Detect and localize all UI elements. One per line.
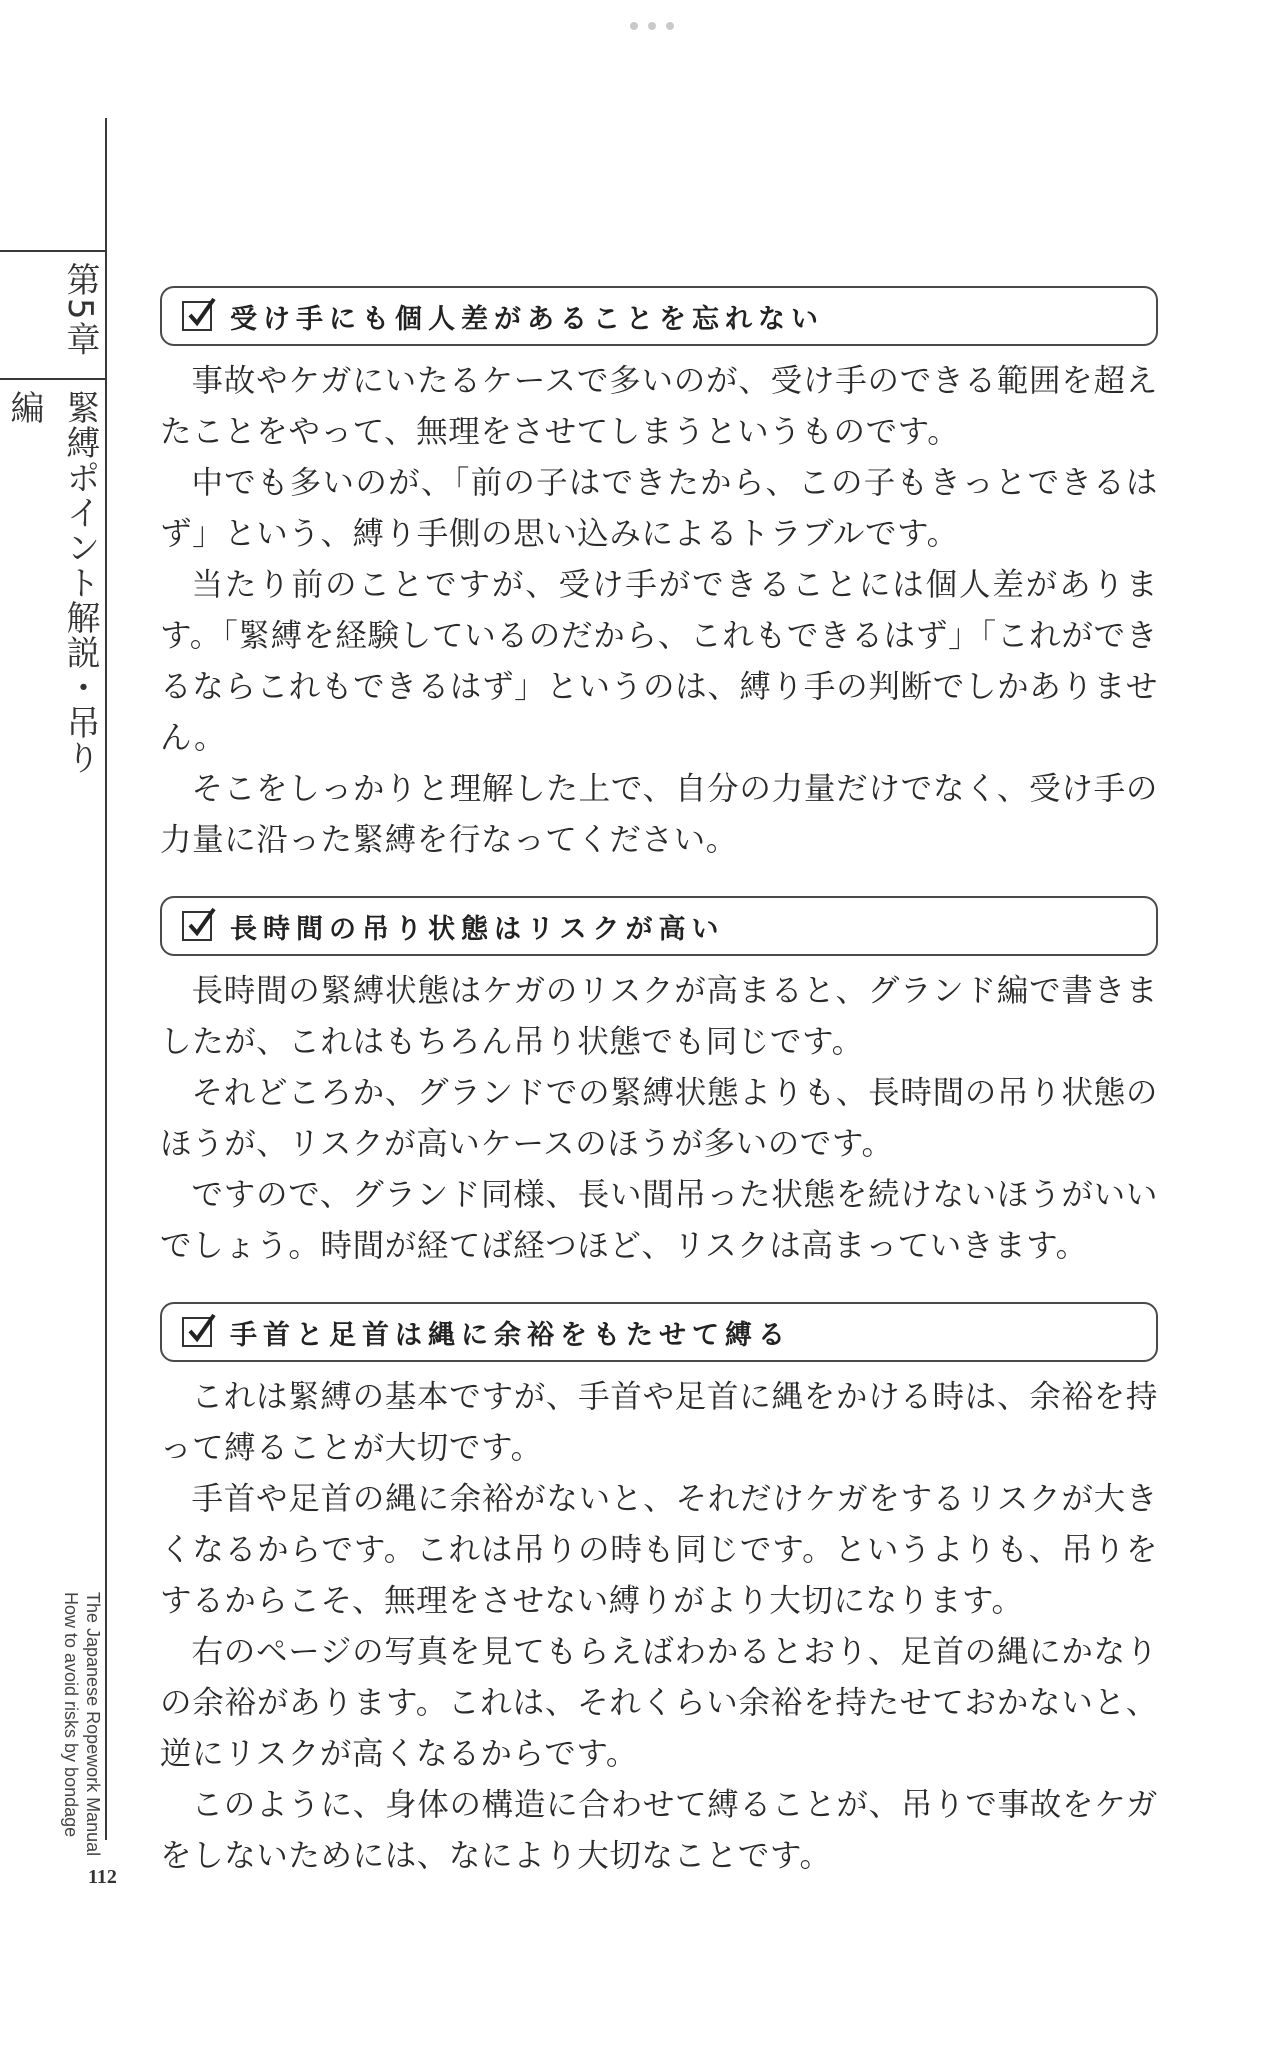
paragraph: 事故やケガにいたるケースで多いのが、受け手のできる範囲を超えたことをやって、無理をさせてしまうというものです。 xyxy=(160,363,1158,450)
paragraph: このように、身体の構造に合わせて縛ることが、吊りで事故をケガをしないためには、なにより大切なことです。 xyxy=(160,1787,1158,1874)
chapter-tab-divider xyxy=(0,378,107,380)
checkbox-icon xyxy=(182,1317,212,1347)
paragraph: 長時間の緊縛状態はケガのリスクが高まると、グランド編で書きましたが、これはもちろん吊り状態でも同じです。 xyxy=(160,973,1158,1060)
book-subtitle xyxy=(58,1592,104,1857)
paragraph: ですので、グランド同様、長い間吊った状態を続けないほうがいいでしょう。時間が経てば経つほど、リスクは高まっていきます。 xyxy=(160,1177,1158,1264)
chapter-title: 緊縛ポイント解説・吊り編 xyxy=(4,390,100,775)
book-subtitle-line1: The Japanese Ropework Manual xyxy=(83,1592,103,1857)
section-heading xyxy=(160,1302,1158,1362)
section-heading xyxy=(160,896,1158,956)
section-heading-text: 長時間の吊り状態はリスクが高い xyxy=(230,913,725,945)
book-subtitle-line2: How to avoid risks by bondage xyxy=(61,1592,81,1838)
indicator-dot xyxy=(666,22,674,30)
paragraph: それどころか、グランドでの緊縛状態よりも、長時間の吊り状態のほうが、リスクが高いケースのほうが多いのです。 xyxy=(160,1075,1158,1162)
section-heading-text: 受け手にも個人差があることを忘れない xyxy=(230,303,824,335)
paragraph: 手首や足首の縄に余裕がないと、それだけケガをするリスクが大きくなるからです。これは吊りの時も同じです。というよりも、吊りをするからこそ、無理をさせない縛りがより大切になります。 xyxy=(160,1481,1158,1619)
page-indicator xyxy=(630,20,674,32)
indicator-dot xyxy=(648,22,656,30)
section-heading-text: 手首と足首は縄に余裕をもたせて縛る xyxy=(230,1319,791,1351)
page-content xyxy=(160,286,1158,1912)
margin-rule xyxy=(105,118,107,1840)
section-wrist-ankle xyxy=(160,1302,1158,1882)
chapter-tab-top-rule xyxy=(0,250,107,252)
checkbox-icon xyxy=(182,301,212,331)
chapter-label: 第5章 xyxy=(60,262,100,358)
paragraph: 当たり前のことですが、受け手ができることには個人差があります。「緊縛を経験しているのだから、これもできるはず」「これができるならこれもできるはず」というのは、縛り手の判断でしかありません。 xyxy=(160,567,1158,756)
paragraph: 中でも多いのが、「前の子はできたから、この子もきっとできるはず」という、縛り手側の思い込みによるトラブルです。 xyxy=(160,465,1158,552)
paragraph: これは緊縛の基本ですが、手首や足首に縄をかける時は、余裕を持って縛ることが大切です。 xyxy=(160,1379,1158,1466)
section-heading xyxy=(160,286,1158,346)
section-long-suspension xyxy=(160,896,1158,1272)
indicator-dot xyxy=(630,22,638,30)
page-number: 112 xyxy=(88,1866,117,1888)
paragraph: そこをしっかりと理解した上で、自分の力量だけでなく、受け手の力量に沿った緊縛を行なってください。 xyxy=(160,771,1158,858)
section-individual-differences xyxy=(160,286,1158,866)
checkbox-icon xyxy=(182,911,212,941)
paragraph: 右のページの写真を見てもらえばわかるとおり、足首の縄にかなりの余裕があります。これは、それくらい余裕を持たせておかないと、逆にリスクが高くなるからです。 xyxy=(160,1634,1158,1772)
